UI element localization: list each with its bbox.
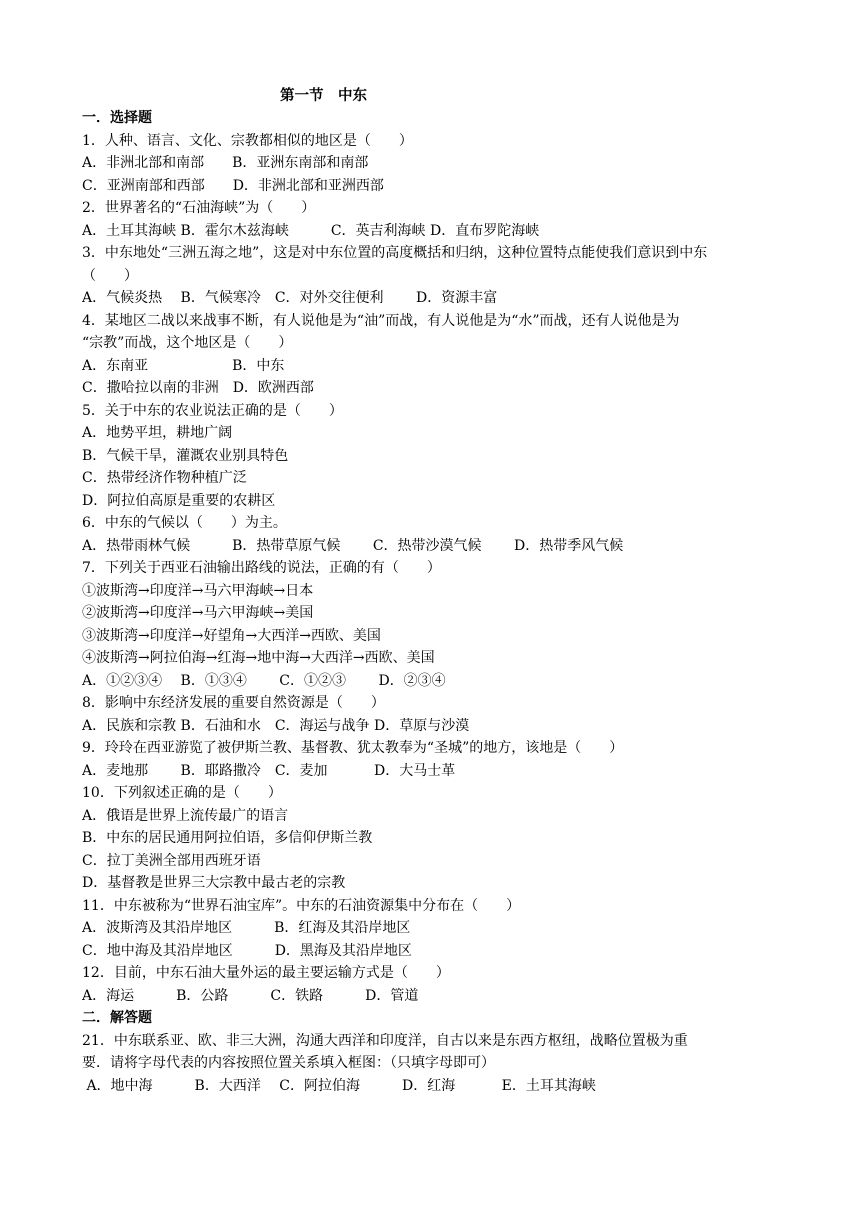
- text-line: 9．玲玲在西亚游览了被伊斯兰教、基督教、犹太教奉为“圣城”的地方，该地是（ ）: [82, 740, 624, 756]
- section-heading: 二．解答题: [82, 1010, 152, 1026]
- text-line: C．亚洲南部和西部 D．非洲北部和亚洲西部: [82, 177, 384, 194]
- text-line: A．海运 B．公路 C．铁路 D．管道: [82, 987, 419, 1004]
- text-line: C．热带经济作物种植广泛: [82, 470, 247, 486]
- text-line: 8．影响中东经济发展的重要自然资源是（ ）: [82, 695, 385, 711]
- section-heading: 一．选择题: [82, 110, 152, 126]
- text-line: 6．中东的气候以（ ）为主。: [82, 515, 287, 531]
- text-line: A．气候炎热 B．气候寒冷 C．对外交往便利 D．资源丰富: [82, 290, 498, 306]
- text-line: A．热带雨林气候 B．热带草原气候 C．热带沙漠气候 D．热带季风气候: [82, 537, 624, 554]
- text-line: A．波斯湾及其沿岸地区 B．红海及其沿岸地区: [82, 920, 411, 936]
- text-line: A．地势平坦，耕地广阔: [82, 425, 233, 441]
- text-line: 5．关于中东的农业说法正确的是（ ）: [82, 402, 343, 419]
- text-line: C．拉丁美洲全部用西班牙语: [82, 852, 261, 869]
- text-line: C．撒哈拉以南的非洲 D．欧洲西部: [82, 380, 314, 396]
- text-line: A．非洲北部和南部 B．亚洲东南部和南部: [82, 155, 369, 171]
- text-line: C．地中海及其沿岸地区 D．黑海及其沿岸地区: [82, 942, 412, 959]
- section-title: 第一节 中东: [280, 87, 367, 104]
- text-line: A．民族和宗教 B．石油和水 C．海运与战争 D．草原与沙漠: [82, 717, 470, 734]
- text-line: D．阿拉伯高原是重要的农耕区: [82, 492, 276, 509]
- text-line: 7．下列关于西亚石油输出路线的说法，正确的有（ ）: [82, 560, 441, 576]
- text-line: 21．中东联系亚、欧、非三大洲，沟通大西洋和印度洋，自古以来是东西方枢纽，战略位置极为重: [82, 1032, 688, 1049]
- text-line: 12．目前，中东石油大量外运的最主要运输方式是（ ）: [82, 965, 450, 981]
- text-line: ③波斯湾→印度洋→好望角→大西洋→西欧、美国: [82, 627, 381, 644]
- question-list: [82, 107, 782, 1097]
- text-line: ①波斯湾→印度洋→马六甲海峡→日本: [82, 582, 314, 599]
- text-line: 2．世界著名的“石油海峡”为（ ）: [82, 200, 316, 216]
- text-line: A．①②③④ B．①③④ C．①②③ D．②③④: [82, 672, 446, 689]
- text-line: A．东南亚 B．中东: [82, 357, 285, 374]
- text-line: 4．某地区二战以来战事不断，有人说他是为“油”而战，有人说他是为“水”而战，还有人说他是为: [82, 312, 680, 329]
- text-line: 10．下列叙述正确的是（ ）: [82, 785, 282, 801]
- text-line: A．地中海 B．大西洋 C．阿拉伯海 D．红海 E．土耳其海峡: [82, 1077, 596, 1094]
- text-line: A．土耳其海峡 B．霍尔木兹海峡 C．英吉利海峡 D．直布罗陀海峡: [82, 222, 540, 239]
- text-line: A．麦地那 B．耶路撒冷 C．麦加 D．大马士革: [82, 762, 456, 779]
- text-line: （ ）: [82, 267, 138, 284]
- text-line: B．中东的居民通用阿拉伯语，多信仰伊斯兰教: [82, 830, 373, 846]
- text-line: B．气候干旱，灌溉农业别具特色: [82, 447, 289, 464]
- text-line: 11．中东被称为“世界石油宝库”。中东的石油资源集中分布在（ ）: [82, 897, 521, 914]
- text-line: 要．请将字母代表的内容按照位置关系填入框图：（只填字母即可）: [82, 1055, 495, 1071]
- text-line: D．基督教是世界三大宗教中最古老的宗教: [82, 875, 346, 891]
- text-line: ④波斯湾→阿拉伯海→红海→地中海→大西洋→西欧、美国: [82, 650, 435, 666]
- text-line: “宗教”而战，这个地区是（ ）: [82, 335, 293, 351]
- text-line: A．俄语是世界上流传最广的语言: [82, 807, 289, 824]
- text-line: 1．人种、语言、文化、宗教都相似的地区是（ ）: [82, 132, 413, 149]
- text-line: 3．中东地处“三洲五海之地”，这是对中东位置的高度概括和归纳，这种位置特点能使我们意识到中东: [82, 245, 708, 261]
- text-line: ②波斯湾→印度洋→马六甲海峡→美国: [82, 605, 314, 621]
